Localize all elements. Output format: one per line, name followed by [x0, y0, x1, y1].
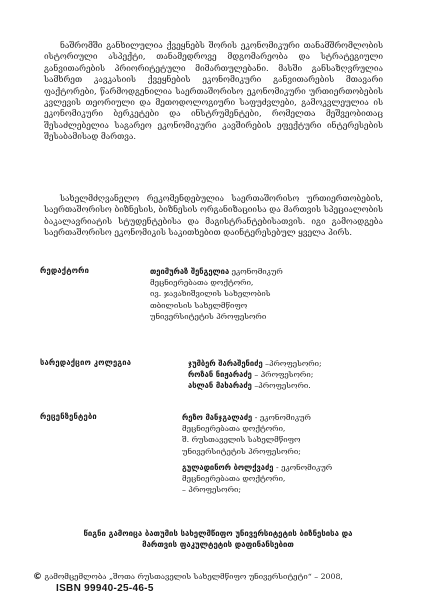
editor-line: ეკონომიკურ [231, 267, 283, 276]
intro-paragraph-1: ნაშრომში განხილულია ქვეყნებს შორის ეკონომიკური თანამშრომლობის ისტორიული ასპექტი, თანამედროვე მდგომარეობა და სტრატეგიული განვითარების პრიორიტეტული მიმართულებანი. მასში განსაზღვრულია სამხრეთ კავკასიის ქვეყნების ეკონომიკური განვითარების მთავარი ფაქტორები, წარმოდგენილია საერთაშორისო ეკონომიკური ურთიერთობების კვლევის თეორიული და მეთოდოლოგიური საფუძვლები, გამოკვლეულია ის ეკონომიკური ბერკეტები და ინსტრუმენტები, რომელთა მეშვეობითაც შესაძლებელია საგარეო ეკონომიკური კავშირების ეფექტური ინტერესების შესაბამისად მართვა. [44, 40, 383, 142]
board-member-name: ასლან მახარაძე [188, 381, 252, 391]
reviewer-line: მეცნიერებათა დოქტორი, [182, 424, 286, 434]
reviewer-line: უნივერსიტეტის პროფესორი; [182, 446, 301, 456]
reviewer-line: მეცნიერებათა დოქტორი, [182, 474, 286, 484]
reviewers-label: რეცენზენტები [40, 412, 97, 421]
board-member [188, 380, 322, 391]
reviewer-line: - ეკონომიკურ [254, 413, 311, 422]
editor-line: ივ. ჯავახიშვილის სახელობის [150, 289, 271, 299]
copyright-icon: © [33, 572, 42, 582]
intro-paragraph-2: სახელმძღვანელო რეკომენდებულია საერთაშორისო ურთიერთობების, საერთაშორისო ბიზნესის, ბიზნესის ორგანიზაციისა და მართვის სპეციალობის ბაკალავრიატის სტუდენტებისა და მაგისტრანტებისათვის. იგი გამოადგება საერთაშორისო ეკონომიკის საკითხებით დაინტერესებულ ყველა პირს. [44, 193, 383, 238]
board-member-title: – პროფესორი; [254, 370, 314, 380]
reviewer-line: – პროფესორი; [182, 485, 241, 495]
board-member [188, 358, 322, 369]
reviewer-line: შ. რუსთაველის სახელმწიფო [182, 435, 301, 445]
board-member-title: –პროფესორი; [265, 359, 322, 368]
editorial-board-list [188, 358, 322, 392]
editor-line: უნივერსიტეტის პროფესორი [150, 311, 267, 321]
reviewer-block [182, 462, 332, 496]
editor-role-label: რედაქტორი [40, 266, 90, 275]
editor-name: თეიმურაზ შენგელია [150, 267, 230, 276]
editor-block [150, 266, 283, 322]
publication-line: მართვის ფაკულტეტის დაფინანსებით [142, 540, 294, 550]
isbn-number: ISBN 99940-25-46-5 [56, 583, 154, 594]
reviewer-name: რეზო მანჯგალაძე [182, 413, 253, 422]
reviewer-line: - ეკონომიკურ [275, 463, 333, 472]
publication-line: წიგნი გამოიცა ბათუმის სახელმწიფო უნივერსიტეტის ბიზნესისა და [83, 529, 353, 538]
board-member-title: –პროფესორი. [254, 381, 311, 391]
reviewer-block [182, 412, 311, 457]
reviewer-name: გულადინორ ბოლქვაძე [182, 463, 274, 472]
editor-line: თბილისის სახელმწიფო [150, 300, 248, 310]
board-member-name: ჯუმბერ შარაშენიძე [188, 359, 263, 368]
editorial-board-label: სარედაქციო კოლეგია [40, 358, 132, 367]
board-member-name: როზან ნიჟარაძე [188, 370, 252, 380]
copyright-line [33, 572, 343, 582]
copyright-text: გამომცემლობა „შოთა რუსთაველის სახელმწიფო უნივერსიტეტი“ – 2008, [44, 572, 343, 581]
editor-line: მეცნიერებათა დოქტორი, [150, 278, 254, 288]
publication-note [58, 528, 378, 550]
board-member [188, 369, 322, 380]
